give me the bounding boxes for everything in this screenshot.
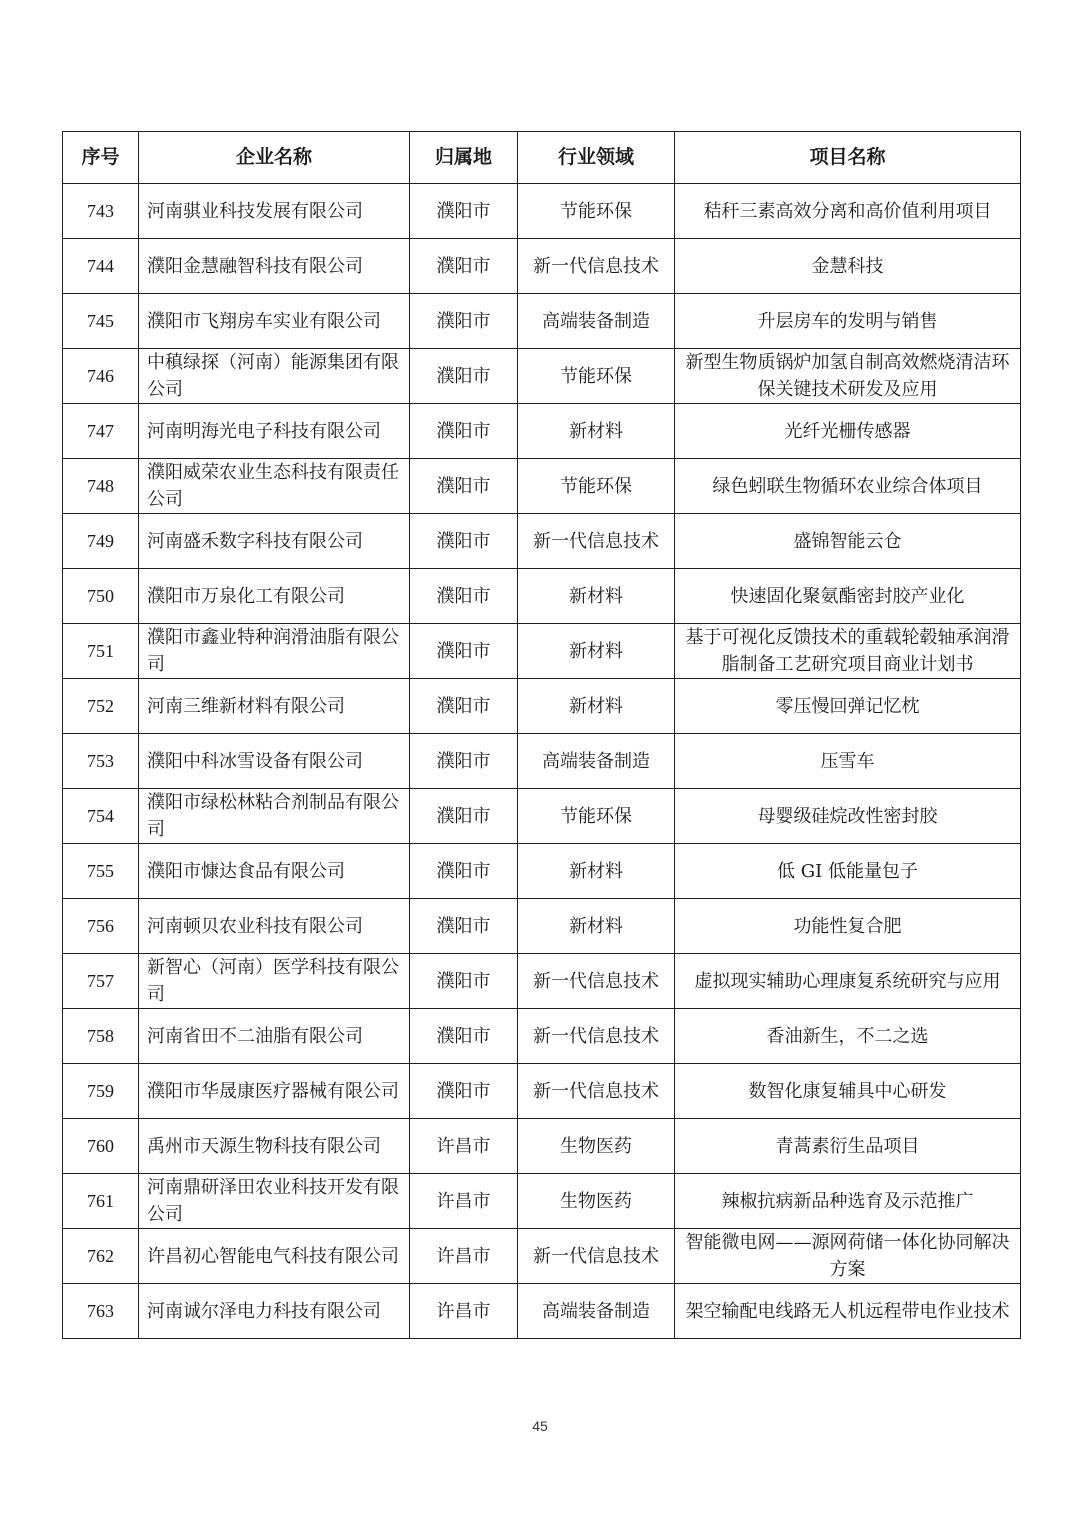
cell-industry: 新材料 xyxy=(518,624,675,679)
header-company: 企业名称 xyxy=(139,132,410,184)
cell-industry: 新材料 xyxy=(518,844,675,899)
cell-industry: 节能环保 xyxy=(518,184,675,239)
table-row xyxy=(63,349,1021,404)
cell-project: 新型生物质锅炉加氢自制高效燃烧清洁环保关键技术研发及应用 xyxy=(675,349,1021,404)
cell-project: 虚拟现实辅助心理康复系统研究与应用 xyxy=(675,954,1021,1009)
cell-location: 许昌市 xyxy=(410,1284,518,1339)
table-row xyxy=(63,954,1021,1009)
cell-location: 濮阳市 xyxy=(410,349,518,404)
cell-industry: 节能环保 xyxy=(518,789,675,844)
cell-location: 濮阳市 xyxy=(410,624,518,679)
cell-project: 智能微电网——源网荷储一体化协同解决方案 xyxy=(675,1229,1021,1284)
cell-location: 濮阳市 xyxy=(410,844,518,899)
cell-industry: 节能环保 xyxy=(518,459,675,514)
cell-index: 745 xyxy=(63,294,139,349)
cell-index: 758 xyxy=(63,1009,139,1064)
cell-index: 752 xyxy=(63,679,139,734)
cell-company: 河南明海光电子科技有限公司 xyxy=(139,404,410,459)
table-row xyxy=(63,1174,1021,1229)
table-row xyxy=(63,514,1021,569)
cell-index: 748 xyxy=(63,459,139,514)
table-row xyxy=(63,294,1021,349)
table-row xyxy=(63,899,1021,954)
cell-project: 秸秆三素高效分离和高价值利用项目 xyxy=(675,184,1021,239)
table-row xyxy=(63,184,1021,239)
cell-index: 747 xyxy=(63,404,139,459)
page-number: 45 xyxy=(532,1418,548,1434)
cell-company: 濮阳市绿松林粘合剂制品有限公司 xyxy=(139,789,410,844)
cell-industry: 新一代信息技术 xyxy=(518,514,675,569)
cell-project: 数智化康复辅具中心研发 xyxy=(675,1064,1021,1119)
cell-industry: 新材料 xyxy=(518,899,675,954)
cell-index: 746 xyxy=(63,349,139,404)
cell-index: 744 xyxy=(63,239,139,294)
header-project: 项目名称 xyxy=(675,132,1021,184)
cell-index: 756 xyxy=(63,899,139,954)
cell-industry: 高端装备制造 xyxy=(518,734,675,789)
cell-company: 河南盛禾数字科技有限公司 xyxy=(139,514,410,569)
cell-project: 压雪车 xyxy=(675,734,1021,789)
cell-company: 濮阳金慧融智科技有限公司 xyxy=(139,239,410,294)
cell-industry: 新一代信息技术 xyxy=(518,954,675,1009)
cell-company: 濮阳中科冰雪设备有限公司 xyxy=(139,734,410,789)
cell-location: 许昌市 xyxy=(410,1174,518,1229)
cell-industry: 高端装备制造 xyxy=(518,1284,675,1339)
table-row xyxy=(63,1229,1021,1284)
cell-location: 濮阳市 xyxy=(410,899,518,954)
cell-industry: 高端装备制造 xyxy=(518,294,675,349)
cell-industry: 新材料 xyxy=(518,569,675,624)
cell-company: 河南省田不二油脂有限公司 xyxy=(139,1009,410,1064)
cell-industry: 生物医药 xyxy=(518,1174,675,1229)
cell-company: 许昌初心智能电气科技有限公司 xyxy=(139,1229,410,1284)
cell-location: 濮阳市 xyxy=(410,734,518,789)
cell-company: 禹州市天源生物科技有限公司 xyxy=(139,1119,410,1174)
cell-project: 零压慢回弹记忆枕 xyxy=(675,679,1021,734)
cell-location: 濮阳市 xyxy=(410,184,518,239)
cell-index: 755 xyxy=(63,844,139,899)
cell-location: 许昌市 xyxy=(410,1229,518,1284)
cell-industry: 节能环保 xyxy=(518,349,675,404)
cell-company: 濮阳市鑫业特种润滑油脂有限公司 xyxy=(139,624,410,679)
table-row xyxy=(63,734,1021,789)
cell-index: 760 xyxy=(63,1119,139,1174)
cell-location: 濮阳市 xyxy=(410,1009,518,1064)
cell-industry: 新一代信息技术 xyxy=(518,1009,675,1064)
project-table xyxy=(62,131,1021,1339)
cell-project: 辣椒抗病新品种选育及示范推广 xyxy=(675,1174,1021,1229)
cell-location: 濮阳市 xyxy=(410,1064,518,1119)
table-row xyxy=(63,624,1021,679)
cell-industry: 新一代信息技术 xyxy=(518,239,675,294)
cell-industry: 新材料 xyxy=(518,404,675,459)
cell-project: 绿色蚓联生物循环农业综合体项目 xyxy=(675,459,1021,514)
cell-index: 762 xyxy=(63,1229,139,1284)
cell-project: 金慧科技 xyxy=(675,239,1021,294)
cell-location: 濮阳市 xyxy=(410,679,518,734)
cell-location: 濮阳市 xyxy=(410,294,518,349)
cell-company: 河南鼎研泽田农业科技开发有限公司 xyxy=(139,1174,410,1229)
cell-industry: 新一代信息技术 xyxy=(518,1229,675,1284)
cell-project: 低 GI 低能量包子 xyxy=(675,844,1021,899)
cell-index: 743 xyxy=(63,184,139,239)
cell-project: 母婴级硅烷改性密封胶 xyxy=(675,789,1021,844)
table-row xyxy=(63,1009,1021,1064)
cell-company: 河南三维新材料有限公司 xyxy=(139,679,410,734)
table-body xyxy=(63,184,1021,1339)
cell-index: 749 xyxy=(63,514,139,569)
cell-location: 濮阳市 xyxy=(410,569,518,624)
cell-location: 濮阳市 xyxy=(410,459,518,514)
cell-project: 青蒿素衍生品项目 xyxy=(675,1119,1021,1174)
header-location: 归属地 xyxy=(410,132,518,184)
cell-index: 761 xyxy=(63,1174,139,1229)
cell-location: 濮阳市 xyxy=(410,514,518,569)
header-index: 序号 xyxy=(63,132,139,184)
table-row xyxy=(63,679,1021,734)
cell-project: 快速固化聚氨酯密封胶产业化 xyxy=(675,569,1021,624)
cell-company: 河南顿贝农业科技有限公司 xyxy=(139,899,410,954)
cell-company: 濮阳市飞翔房车实业有限公司 xyxy=(139,294,410,349)
cell-industry: 生物医药 xyxy=(518,1119,675,1174)
table-row xyxy=(63,1284,1021,1339)
cell-company: 濮阳威荣农业生态科技有限责任公司 xyxy=(139,459,410,514)
cell-index: 753 xyxy=(63,734,139,789)
cell-company: 濮阳市万泉化工有限公司 xyxy=(139,569,410,624)
table-row xyxy=(63,404,1021,459)
cell-industry: 新一代信息技术 xyxy=(518,1064,675,1119)
cell-project: 光纤光栅传感器 xyxy=(675,404,1021,459)
cell-project: 功能性复合肥 xyxy=(675,899,1021,954)
cell-company: 新智心（河南）医学科技有限公司 xyxy=(139,954,410,1009)
cell-location: 濮阳市 xyxy=(410,789,518,844)
cell-company: 濮阳市华晟康医疗器械有限公司 xyxy=(139,1064,410,1119)
cell-location: 濮阳市 xyxy=(410,239,518,294)
cell-company: 中稹绿探（河南）能源集团有限公司 xyxy=(139,349,410,404)
cell-company: 濮阳市慷达食品有限公司 xyxy=(139,844,410,899)
cell-index: 751 xyxy=(63,624,139,679)
table-row xyxy=(63,569,1021,624)
cell-index: 763 xyxy=(63,1284,139,1339)
header-industry: 行业领域 xyxy=(518,132,675,184)
table-header-row xyxy=(63,132,1021,184)
cell-industry: 新材料 xyxy=(518,679,675,734)
cell-location: 濮阳市 xyxy=(410,954,518,1009)
table-row xyxy=(63,239,1021,294)
cell-project: 架空输配电线路无人机远程带电作业技术 xyxy=(675,1284,1021,1339)
cell-index: 754 xyxy=(63,789,139,844)
cell-company: 河南诚尔泽电力科技有限公司 xyxy=(139,1284,410,1339)
table-row xyxy=(63,844,1021,899)
cell-index: 757 xyxy=(63,954,139,1009)
cell-project: 升层房车的发明与销售 xyxy=(675,294,1021,349)
cell-location: 许昌市 xyxy=(410,1119,518,1174)
table-row xyxy=(63,1119,1021,1174)
table-row xyxy=(63,789,1021,844)
cell-location: 濮阳市 xyxy=(410,404,518,459)
cell-index: 759 xyxy=(63,1064,139,1119)
cell-project: 基于可视化反馈技术的重载轮毂轴承润滑脂制备工艺研究项目商业计划书 xyxy=(675,624,1021,679)
cell-project: 香油新生，不二之选 xyxy=(675,1009,1021,1064)
cell-company: 河南骐业科技发展有限公司 xyxy=(139,184,410,239)
table-row xyxy=(63,459,1021,514)
cell-index: 750 xyxy=(63,569,139,624)
table-row xyxy=(63,1064,1021,1119)
cell-project: 盛锦智能云仓 xyxy=(675,514,1021,569)
